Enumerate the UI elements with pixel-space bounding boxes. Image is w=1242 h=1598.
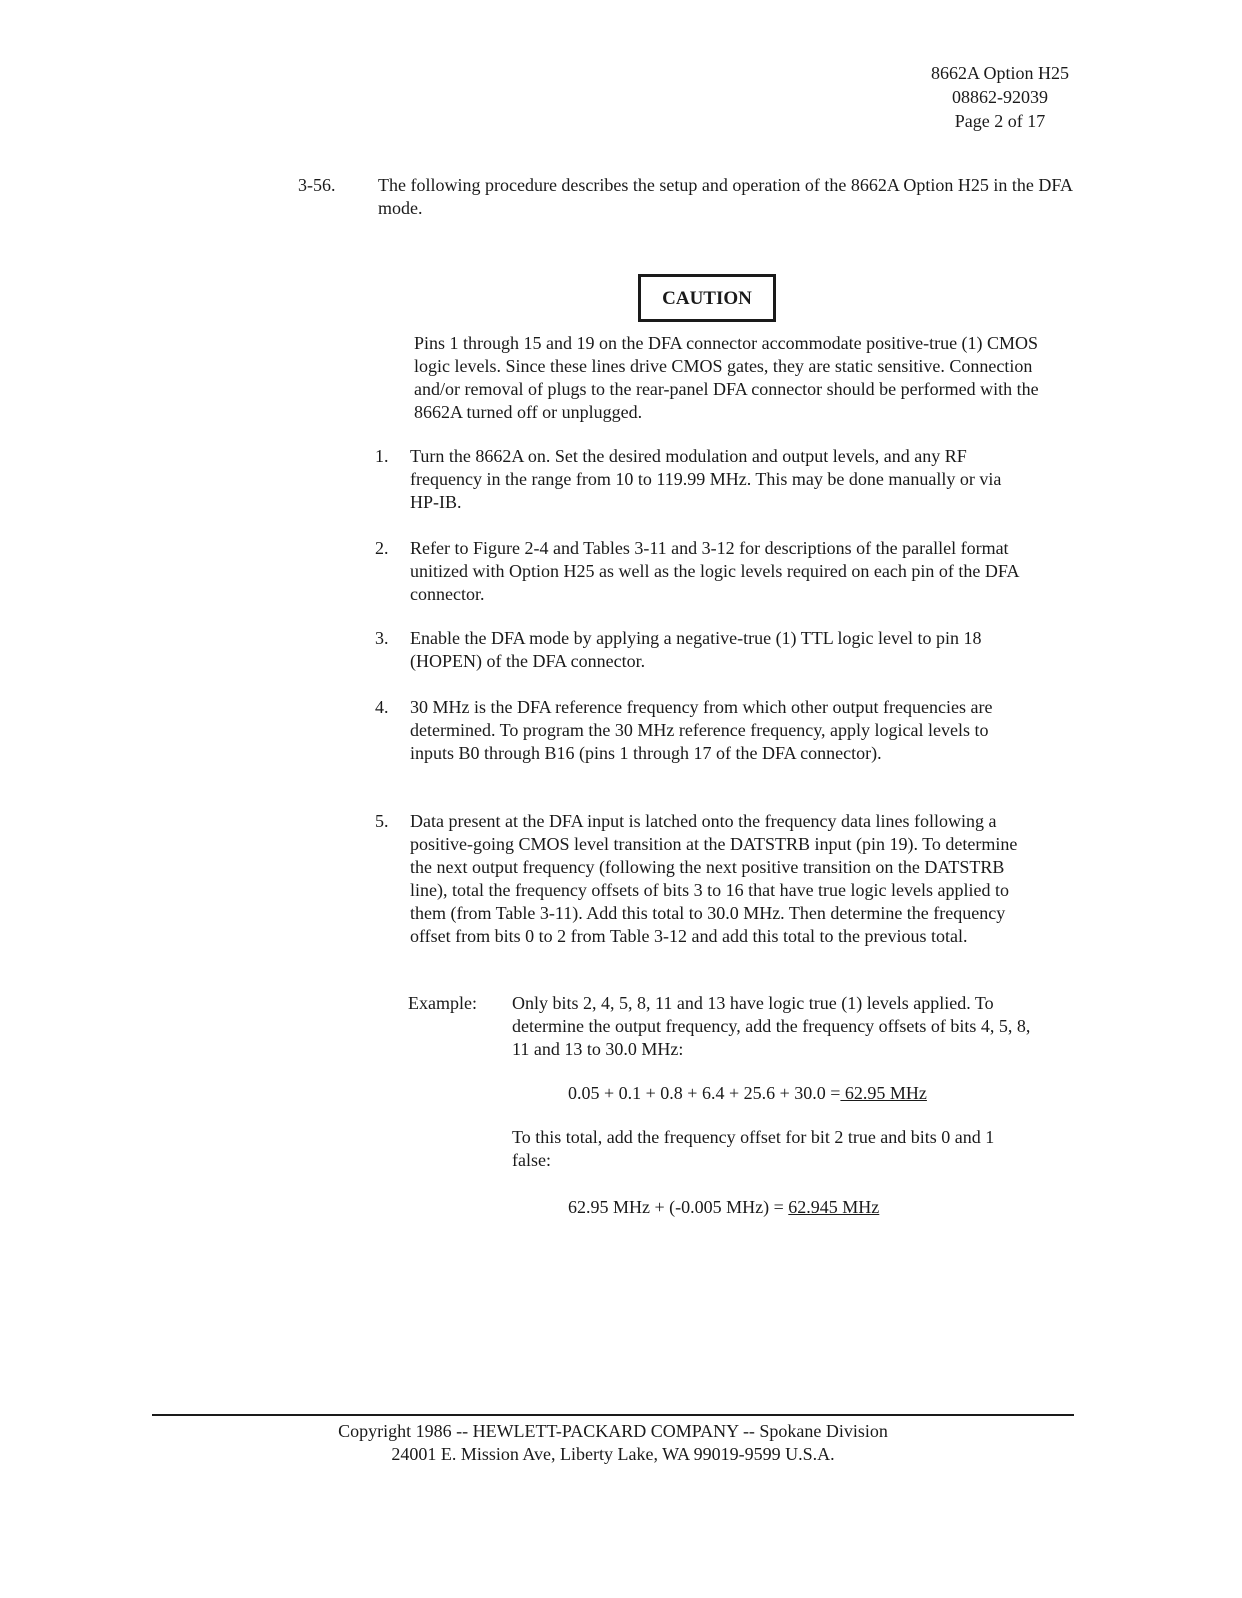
caution-box: CAUTION (638, 274, 776, 322)
formula-1-result: 62.95 MHz (840, 1083, 927, 1103)
page-number: Page 2 of 17 (954, 111, 1046, 131)
caution-text: Pins 1 through 15 and 19 on the DFA connector accommodate positive-true (1) CMOS logic levels. Since these lines drive CMOS gates, they are static sensitive. Connection and/or removal of plugs to the rear-panel DFA connector should be performed with the 8662A turned off or unplugged. (414, 333, 1039, 422)
formula-1 (568, 1082, 927, 1105)
step-text: Data present at the DFA input is latched onto the frequency data lines following a positive-going CMOS level transition at the DATSTRB input (pin 19). To determine the next output frequency (following the next positive transition on the DATSTRB line), total the frequency offsets of bits 3 to 16 that have true logic levels applied to them (from Table 3-11). Add this total to 30.0 MHz. Then determine the frequency offset from bits 0 to 2 from Table 3-12 and add this total to the previous total. (410, 811, 1018, 946)
page-footer (152, 1420, 1074, 1466)
step-number: 3. (375, 628, 389, 648)
step-number: 4. (375, 697, 389, 717)
formula-2 (568, 1196, 879, 1219)
page-header (900, 62, 1100, 134)
section-number: 3-56. (298, 175, 336, 195)
step-number: 2. (375, 538, 389, 558)
step-number: 1. (375, 446, 389, 466)
step-text: Enable the DFA mode by applying a negative-true (1) TTL logic level to pin 18 (HOPEN) of the DFA connector. (410, 628, 982, 671)
step-text: Refer to Figure 2-4 and Tables 3-11 and 3-12 for descriptions of the parallel format unitized with Option H25 as well as the logic levels required on each pin of the DFA connector. (410, 538, 1019, 604)
example-text-2: To this total, add the frequency offset for bit 2 true and bits 0 and 1 false: (512, 1127, 995, 1170)
example-text: Only bits 2, 4, 5, 8, 11 and 13 have logic true (1) levels applied. To determine the output frequency, add the frequency offsets of bits 4, 5, 8, 11 and 13 to 30.0 MHz: (512, 993, 1031, 1059)
model-label: 8662A Option H25 (930, 63, 1069, 83)
example-label: Example: (408, 993, 477, 1013)
formula-2-expression: 62.95 MHz + (-0.005 MHz) = (568, 1197, 789, 1217)
formula-2-result: 62.945 MHz (788, 1197, 880, 1217)
step-text: Turn the 8662A on. Set the desired modulation and output levels, and any RF frequency in the range from 10 to 119.99 MHz. This may be done manually or via HP-IB. (410, 446, 1002, 512)
formula-1-expression: 0.05 + 0.1 + 0.8 + 6.4 + 25.6 + 30.0 = (568, 1083, 841, 1103)
part-number: 08862-92039 (952, 87, 1048, 107)
footer-divider (152, 1414, 1074, 1416)
footer-copyright: Copyright 1986 -- HEWLETT-PACKARD COMPANY -- Spokane Division (338, 1421, 888, 1441)
step-number: 5. (375, 811, 389, 831)
step-text: 30 MHz is the DFA reference frequency from which other output frequencies are determined. To program the 30 MHz reference frequency, apply logical levels to inputs B0 through B16 (pins 1 through 17 of the DFA connector). (410, 697, 993, 763)
footer-address: 24001 E. Mission Ave, Liberty Lake, WA 99019-9599 U.S.A. (391, 1444, 835, 1464)
section-text: The following procedure describes the setup and operation of the 8662A Option H25 in the DFA mode. (378, 175, 1073, 218)
